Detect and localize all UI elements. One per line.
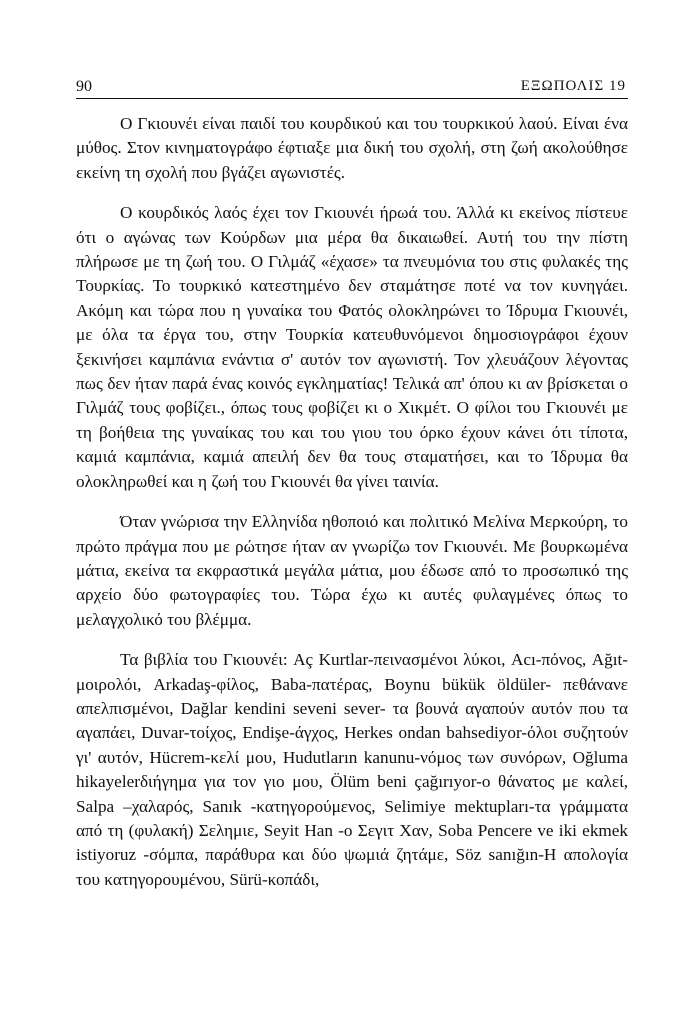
paragraph-2: Ο κουρδικός λαός έχει τον Γκιουνέι ήρωά του. Άλλά κι εκείνος πίστευε ότι ο αγώνας των Κούρδων μια μέρα θα δικαιωθεί. Αυτή του την πίστη πλήρωσε με τη ζωή του. Ο Γιλμάζ «έχασε» τα πνευμόνια του στις φυλακές της Τουρκίας. Το τουρκικό κατεστημένο δεν σταμάτησε ποτέ να τον κυνηγάει. Ακόμη και τώρα που η γυναίκα του Φατός ολοκληρώνει το Ίδρυμα Γκιουνέι, με όλα τα έργα του, στην Τουρκία κατευθυνόμενοι δημοσιογράφοι έχουν ξεκινήσει καμπάνια ενάντια σ' αυτόν τον αγωνιστή. Τον χλευάζουν λέγοντας πως δεν ήταν παρά ένας κοινός εγκληματίας! Τελικά απ' όπου κι αν βρίσκεται ο Γιλμάζ τους φοβίζει., όπως τους φοβίζει κι ο Χικμέτ. Ο φίλοι του Γκιουνέι με τη βοήθεια της γυναίκας του και του γιου του όρκο έχουν κάνει ότι τίποτα, καμιά καμπάνια, καμιά απειλή δεν θα τους σταματήσει, και το Ίδρυμα θα ολοκληρωθεί και η ζωή του Γκιουνέι θα γίνει ταινία. xyxy=(76,203,628,491)
running-head: ΕΞΩΠΟΛΙΣ 19 xyxy=(520,78,626,94)
body-text xyxy=(76,112,628,892)
page-number: 90 xyxy=(76,78,92,95)
paragraph-4: Τα βιβλία του Γκιουνέι: Aç Kurtlar-πεινασμένοι λύκοι, Acı-πόνος, Ağıt-μοιρολόι, Arkadaş-φίλος, Baba-πατέρας, Boynu bükük öldüler- πεθάνανε απελπισμένοι, Dağlar kendini seveni sever- τα βουνά αγαπούν αυτόν που τα αγαπάει, Duvar-τοίχος, Endişe-άγχος, Herkes ondan bahsediyor-όλοι συζητούν γι' αυτόν, Hücrem-κελί μου, Hudutların kanunu-νόμος των συνόρων, Oğluma hikayelerδιήγημα για τον γιο μου, Ölüm beni çağırıyor-ο θάνατος με καλεί, Salpa –χαλαρός, Sanık -κατηγορούμενος, Selimiye mektupları-τα γράμματα από τη (φυλακή) Σελημιε, Seyit Han -ο Σεγιτ Χαν, Soba Pencere ve iki ekmek istiyoruz -σόμπα, παράθυρα και δύο ψωμιά ζητάμε, Söz sanığın-Η απολογία του κατηγορουμένου, Sürü-κοπάδι, xyxy=(76,650,628,889)
paragraph-1: Ο Γκιουνέι είναι παιδί του κουρδικού και του τουρκικού λαού. Είναι ένα μύθος. Στον κινηματογράφο έφτιαξε μια δική του σχολή, στη ζωή ακολούθησε εκείνη τη σχολή που βγάζει αγωνιστές. xyxy=(76,114,628,182)
page-header xyxy=(76,76,628,99)
paragraph-3: Όταν γνώρισα την Ελληνίδα ηθοποιό και πολιτικό Μελίνα Μερκούρη, το πρώτο πράγμα που με ρώτησε ήταν αν γνωρίζω τον Γκιουνέι. Με βουρκωμένα μάτια, εκείνα τα εκφραστικά μεγάλα μάτια, μου έδωσε από το προσωπικό της αρχείο δύο φωτογραφίες του. Τώρα έχω κι αυτές φυλαγμένες όπως το μελαγχολικό του βλέμμα. xyxy=(76,512,628,629)
